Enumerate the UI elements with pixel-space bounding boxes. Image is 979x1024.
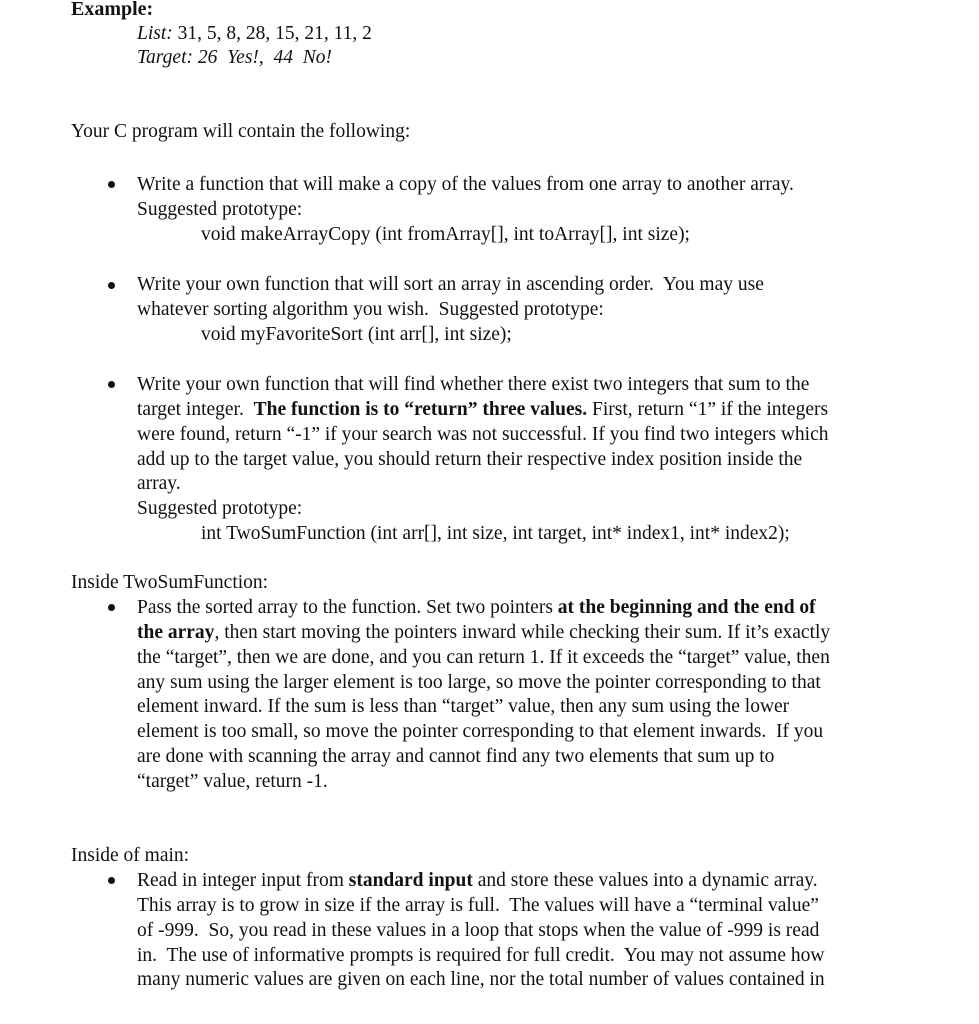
bullet3-line2-bold: The function is to “return” three values. xyxy=(253,399,588,420)
main-line3: of -999. So, you read in these values in a loop that stops when the value of -999 is read xyxy=(137,920,820,941)
list-label: List: xyxy=(137,23,173,44)
main-line1-a: Read in integer input from xyxy=(137,870,349,891)
two-sum-heading: Inside TwoSumFunction: xyxy=(71,572,269,593)
bullet1-line2: Suggested prototype: xyxy=(137,199,303,220)
two-sum-line5: element inward. If the sum is less than “target” value, then any sum using the lower xyxy=(137,696,790,717)
bullet3-line5: array. xyxy=(137,473,181,494)
bullet1-prototype: void makeArrayCopy (int fromArray[], int toArray[], int size); xyxy=(201,224,690,245)
bullet3-line6: Suggested prototype: xyxy=(137,498,303,519)
two-sum-line1-a: Pass the sorted array to the function. Set two pointers xyxy=(137,597,558,618)
intro-text: Your C program will contain the following: xyxy=(71,121,411,142)
bullet3-line2-a: target integer. xyxy=(137,399,254,420)
bullet3-line3: were found, return “-1” if your search was not successful. If you find two integers which xyxy=(137,424,829,445)
bullet2-line2: whatever sorting algorithm you wish. Suggested prototype: xyxy=(137,299,604,320)
two-sum-line3: the “target”, then we are done, and you can return 1. If it exceeds the “target” value, then xyxy=(137,647,830,668)
main-line4: in. The use of informative prompts is required for full credit. You may not assume how xyxy=(137,945,825,966)
two-sum-line4: any sum using the larger element is too large, so move the pointer corresponding to that xyxy=(137,672,821,693)
bullet2-prototype: void myFavoriteSort (int arr[], int size); xyxy=(201,324,512,345)
two-sum-line2-b: , then start moving the pointers inward while checking their sum. If it’s exactly xyxy=(214,622,831,643)
main-heading: Inside of main: xyxy=(71,845,190,866)
main-line1-b: and store these values into a dynamic array. xyxy=(472,870,818,891)
bullet-icon xyxy=(108,604,115,611)
bullet3-line4: add up to the target value, you should return their respective index position inside the xyxy=(137,449,803,470)
two-sum-line6: element is too small, so move the pointer corresponding to that element inwards. If you xyxy=(137,721,824,742)
bullet-icon xyxy=(108,181,115,188)
target-label: Target: xyxy=(137,47,193,68)
two-sum-line7: are done with scanning the array and cannot find any two elements that sum up to xyxy=(137,746,775,767)
two-sum-line2-bold: the array xyxy=(137,622,215,643)
main-line2: This array is to grow in size if the array is full. The values will have a “terminal value” xyxy=(137,895,819,916)
main-line5: many numeric values are given on each line, nor the total number of values contained in xyxy=(137,969,825,990)
list-values: 31, 5, 8, 28, 15, 21, 11, 2 xyxy=(177,23,372,44)
two-sum-line1-bold: at the beginning and the end of xyxy=(557,597,816,618)
main-line1-bold: standard input xyxy=(348,870,473,891)
example-list xyxy=(137,21,372,46)
bullet-icon xyxy=(108,877,115,884)
two-sum-line2 xyxy=(137,620,830,645)
bullet3-line2-b: First, return “1” if the integers xyxy=(587,399,829,420)
two-sum-line1 xyxy=(137,595,816,620)
bullet1-line1: Write a function that will make a copy of the values from one array to another array. xyxy=(137,174,794,195)
bullet-icon xyxy=(108,381,115,388)
bullet2-line1: Write your own function that will sort an array in ascending order. You may use xyxy=(137,274,764,295)
bullet3-line2 xyxy=(137,397,828,422)
bullet3-line1: Write your own function that will find whether there exist two integers that sum to the xyxy=(137,374,810,395)
main-line1 xyxy=(137,868,818,893)
two-sum-line8: “target” value, return -1. xyxy=(137,771,328,792)
target-line: 26 Yes!, 44 No! xyxy=(197,47,333,68)
example-heading: Example: xyxy=(71,0,154,20)
bullet-icon xyxy=(108,282,115,289)
bullet3-prototype: int TwoSumFunction (int arr[], int size, int target, int* index1, int* index2); xyxy=(201,523,790,544)
example-target xyxy=(137,45,332,70)
